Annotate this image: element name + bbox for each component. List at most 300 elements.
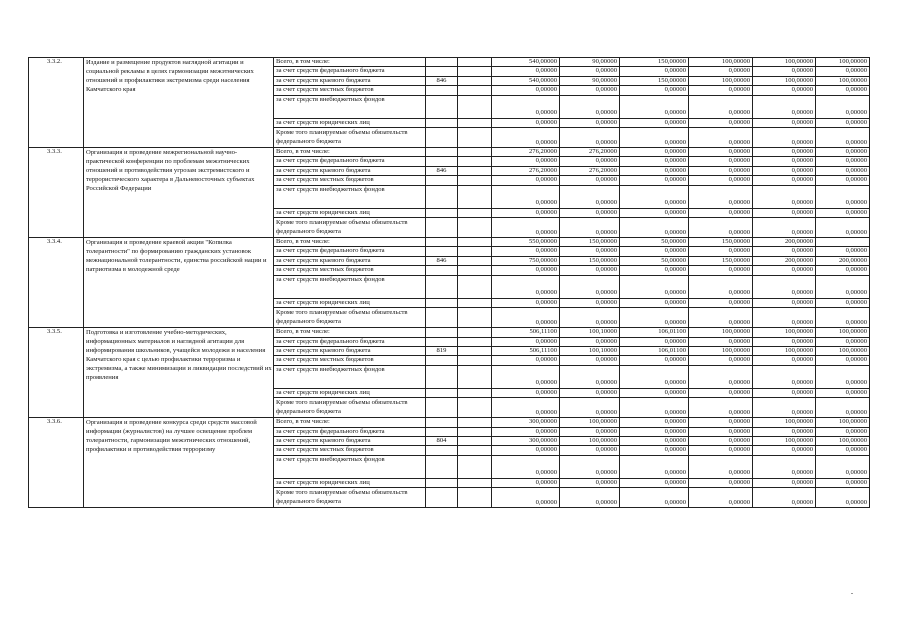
empty-cell: [458, 86, 492, 95]
amount-cell: 0,00000: [620, 418, 689, 427]
empty-cell: [458, 388, 492, 397]
amount-cell: 0,00000: [620, 455, 689, 478]
amount-cell: 0,00000: [816, 488, 870, 508]
amount-cell: 100,00000: [689, 346, 753, 355]
budget-code: [426, 128, 458, 148]
amount-cell: 0,00000: [560, 266, 620, 275]
amount-cell: 0,00000: [753, 208, 816, 217]
funding-source: Всего, в том числе:: [274, 238, 426, 247]
amount-cell: 0,00000: [492, 337, 560, 346]
funding-source: Всего, в том числе:: [274, 58, 426, 67]
budget-code: [426, 455, 458, 478]
funding-source: Всего, в том числе:: [274, 418, 426, 427]
amount-cell: 0,00000: [689, 118, 753, 127]
amount-cell: 0,00000: [689, 427, 753, 436]
amount-cell: 0,00000: [620, 478, 689, 487]
amount-cell: 0,00000: [620, 185, 689, 208]
funding-source: за счет средств юридических лиц: [274, 298, 426, 307]
empty-cell: [458, 166, 492, 175]
amount-cell: 0,00000: [753, 166, 816, 175]
amount-cell: 0,00000: [560, 488, 620, 508]
amount-cell: 276,20000: [492, 166, 560, 175]
item-number: 3.3.2.: [29, 58, 84, 148]
amount-cell: 0,00000: [620, 218, 689, 238]
item-number: 3.3.3.: [29, 148, 84, 238]
funding-source: за счет средств федерального бюджета: [274, 157, 426, 166]
amount-cell: 0,00000: [689, 365, 753, 388]
budget-code: [426, 418, 458, 427]
budget-code: [426, 337, 458, 346]
amount-cell: 0,00000: [753, 308, 816, 328]
empty-cell: [458, 157, 492, 166]
amount-cell: 106,01100: [620, 328, 689, 337]
amount-cell: 0,00000: [492, 208, 560, 217]
amount-cell: 0,00000: [816, 446, 870, 455]
amount-cell: 0,00000: [620, 488, 689, 508]
amount-cell: 750,00000: [492, 256, 560, 265]
amount-cell: 0,00000: [492, 388, 560, 397]
item-number: 3.3.5.: [29, 328, 84, 418]
amount-cell: 0,00000: [689, 388, 753, 397]
amount-cell: 0,00000: [753, 218, 816, 238]
amount-cell: 0,00000: [620, 356, 689, 365]
amount-cell: 0,00000: [753, 365, 816, 388]
amount-cell: 0,00000: [689, 398, 753, 418]
amount-cell: 0,00000: [753, 275, 816, 298]
amount-cell: 0,00000: [753, 337, 816, 346]
funding-source: за счет средств юридических лиц: [274, 208, 426, 217]
amount-cell: 0,00000: [620, 337, 689, 346]
amount-cell: 100,00000: [816, 328, 870, 337]
amount-cell: 0,00000: [492, 427, 560, 436]
funding-source: за счет средств внебюджетных фондов: [274, 455, 426, 478]
amount-cell: 0,00000: [816, 455, 870, 478]
empty-cell: [458, 218, 492, 238]
amount-cell: 50,00000: [620, 238, 689, 247]
amount-cell: 0,00000: [816, 67, 870, 76]
funding-source: за счет средств местных бюджетов: [274, 176, 426, 185]
item-name: Издание и размещение продуктов наглядной агитации и социальной рекламы в целях гармонизации межэтнических отношений и профилактики экстремизма среди населения Камчатского края: [84, 58, 274, 148]
amount-cell: 0,00000: [560, 208, 620, 217]
scan-speck: [851, 593, 853, 594]
amount-cell: 0,00000: [492, 488, 560, 508]
empty-cell: [458, 58, 492, 67]
budget-code: [426, 446, 458, 455]
empty-cell: [458, 275, 492, 298]
section-total-row: [29, 418, 870, 427]
amount-cell: 200,00000: [753, 238, 816, 247]
budget-code: [426, 208, 458, 217]
amount-cell: 0,00000: [560, 157, 620, 166]
funding-source: за счет средств юридических лиц: [274, 118, 426, 127]
amount-cell: 0,00000: [753, 488, 816, 508]
amount-cell: 100,00000: [753, 346, 816, 355]
amount-cell: 0,00000: [620, 118, 689, 127]
amount-cell: 0,00000: [816, 185, 870, 208]
amount-cell: 0,00000: [753, 388, 816, 397]
budget-code: [426, 328, 458, 337]
amount-cell: 0,00000: [816, 95, 870, 118]
amount-cell: 0,00000: [816, 148, 870, 157]
amount-cell: 0,00000: [492, 266, 560, 275]
amount-cell: 0,00000: [753, 455, 816, 478]
amount-cell: 100,00000: [689, 328, 753, 337]
budget-code: [426, 266, 458, 275]
empty-cell: [458, 328, 492, 337]
amount-cell: 0,00000: [753, 247, 816, 256]
amount-cell: 550,00000: [492, 238, 560, 247]
budget-code: [426, 157, 458, 166]
budget-code: [426, 356, 458, 365]
empty-cell: [458, 418, 492, 427]
amount-cell: 506,11100: [492, 328, 560, 337]
amount-cell: 0,00000: [689, 478, 753, 487]
amount-cell: 0,00000: [689, 337, 753, 346]
funding-source: Кроме того планируемые объемы обязательств федерального бюджета: [274, 218, 426, 238]
amount-cell: 0,00000: [689, 488, 753, 508]
amount-cell: 0,00000: [816, 275, 870, 298]
amount-cell: 0,00000: [492, 298, 560, 307]
amount-cell: 100,00000: [816, 346, 870, 355]
funding-source: Всего, в том числе:: [274, 148, 426, 157]
amount-cell: 300,00000: [492, 418, 560, 427]
amount-cell: 0,00000: [816, 388, 870, 397]
amount-cell: 0,00000: [620, 398, 689, 418]
amount-cell: 0,00000: [560, 275, 620, 298]
amount-cell: 100,00000: [753, 328, 816, 337]
amount-cell: 0,00000: [560, 478, 620, 487]
empty-cell: [458, 488, 492, 508]
empty-cell: [458, 337, 492, 346]
budget-code: [426, 427, 458, 436]
section-total-row: [29, 238, 870, 247]
funding-source: за счет средств внебюджетных фондов: [274, 185, 426, 208]
funding-source: за счет средств федерального бюджета: [274, 247, 426, 256]
amount-cell: 0,00000: [689, 208, 753, 217]
amount-cell: 100,00000: [560, 436, 620, 445]
amount-cell: 0,00000: [689, 128, 753, 148]
empty-cell: [458, 427, 492, 436]
amount-cell: 50,00000: [620, 256, 689, 265]
amount-cell: 150,00000: [560, 256, 620, 265]
amount-cell: 150,00000: [689, 238, 753, 247]
amount-cell: 0,00000: [753, 148, 816, 157]
funding-source: за счет средств местных бюджетов: [274, 86, 426, 95]
amount-cell: 0,00000: [816, 208, 870, 217]
funding-source: за счет средств федерального бюджета: [274, 67, 426, 76]
funding-source: Кроме того планируемые объемы обязательств федерального бюджета: [274, 398, 426, 418]
amount-cell: 0,00000: [816, 218, 870, 238]
amount-cell: 0,00000: [492, 247, 560, 256]
amount-cell: 100,00000: [753, 436, 816, 445]
amount-cell: 0,00000: [816, 356, 870, 365]
funding-source: Кроме того планируемые объемы обязательств федерального бюджета: [274, 128, 426, 148]
amount-cell: 0,00000: [689, 298, 753, 307]
amount-cell: 0,00000: [620, 128, 689, 148]
amount-cell: 0,00000: [492, 185, 560, 208]
amount-cell: 0,00000: [689, 148, 753, 157]
funding-source: Кроме того планируемые объемы обязательств федерального бюджета: [274, 488, 426, 508]
amount-cell: 0,00000: [753, 398, 816, 418]
budget-code: [426, 308, 458, 328]
funding-source: за счет средств краевого бюджета: [274, 166, 426, 175]
amount-cell: 0,00000: [560, 176, 620, 185]
amount-cell: 0,00000: [689, 446, 753, 455]
empty-cell: [458, 436, 492, 445]
empty-cell: [458, 148, 492, 157]
amount-cell: 0,00000: [492, 398, 560, 418]
amount-cell: 0,00000: [620, 365, 689, 388]
amount-cell: 0,00000: [689, 95, 753, 118]
amount-cell: 150,00000: [560, 238, 620, 247]
empty-cell: [458, 208, 492, 217]
empty-cell: [458, 446, 492, 455]
budget-code: [426, 218, 458, 238]
funding-source: за счет средств внебюджетных фондов: [274, 95, 426, 118]
amount-cell: 0,00000: [816, 398, 870, 418]
amount-cell: 0,00000: [689, 436, 753, 445]
funding-source: Кроме того планируемые объемы обязательств федерального бюджета: [274, 308, 426, 328]
amount-cell: 0,00000: [620, 166, 689, 175]
budget-code: 846: [426, 256, 458, 265]
funding-source: за счет средств федерального бюджета: [274, 427, 426, 436]
funding-source: за счет средств федерального бюджета: [274, 337, 426, 346]
budget-code: [426, 478, 458, 487]
amount-cell: 0,00000: [753, 478, 816, 487]
amount-cell: 0,00000: [753, 128, 816, 148]
amount-cell: 0,00000: [689, 308, 753, 328]
amount-cell: 0,00000: [492, 128, 560, 148]
funding-source: за счет средств местных бюджетов: [274, 266, 426, 275]
amount-cell: 0,00000: [689, 67, 753, 76]
empty-cell: [458, 256, 492, 265]
amount-cell: 0,00000: [492, 157, 560, 166]
amount-cell: 0,00000: [620, 67, 689, 76]
amount-cell: 0,00000: [620, 176, 689, 185]
amount-cell: 0,00000: [753, 157, 816, 166]
amount-cell: 0,00000: [620, 298, 689, 307]
budget-code: [426, 185, 458, 208]
empty-cell: [458, 478, 492, 487]
amount-cell: 0,00000: [560, 298, 620, 307]
amount-cell: 0,00000: [492, 118, 560, 127]
amount-cell: 0,00000: [753, 185, 816, 208]
amount-cell: 0,00000: [560, 365, 620, 388]
amount-cell: 0,00000: [620, 208, 689, 217]
amount-cell: 0,00000: [492, 218, 560, 238]
amount-cell: 0,00000: [492, 86, 560, 95]
amount-cell: 0,00000: [689, 247, 753, 256]
amount-cell: 0,00000: [492, 67, 560, 76]
budget-code: [426, 238, 458, 247]
amount-cell: 90,00000: [560, 58, 620, 67]
empty-cell: [458, 346, 492, 355]
amount-cell: 106,01100: [620, 346, 689, 355]
budget-code: [426, 176, 458, 185]
amount-cell: 100,00000: [816, 436, 870, 445]
budget-code: [426, 298, 458, 307]
amount-cell: 0,00000: [816, 427, 870, 436]
amount-cell: 0,00000: [492, 356, 560, 365]
amount-cell: 0,00000: [753, 266, 816, 275]
amount-cell: 0,00000: [816, 365, 870, 388]
amount-cell: 0,00000: [753, 176, 816, 185]
budget-code: [426, 67, 458, 76]
amount-cell: 0,00000: [816, 266, 870, 275]
section-total-row: [29, 328, 870, 337]
empty-cell: [458, 365, 492, 388]
amount-cell: 0,00000: [816, 176, 870, 185]
amount-cell: 0,00000: [753, 118, 816, 127]
budget-table: [28, 57, 870, 508]
empty-cell: [458, 247, 492, 256]
amount-cell: 540,00000: [492, 76, 560, 85]
budget-code: [426, 365, 458, 388]
amount-cell: 0,00000: [689, 275, 753, 298]
amount-cell: 100,00000: [560, 418, 620, 427]
budget-code: [426, 95, 458, 118]
item-name: Организация и проведение краевой акции "Копилка толерантности" по формированию гражданских установок межнациональной толерантности, единства российской нации и патриотизма в молодежной среде: [84, 238, 274, 328]
amount-cell: 0,00000: [560, 95, 620, 118]
amount-cell: 0,00000: [816, 128, 870, 148]
budget-code: 846: [426, 76, 458, 85]
amount-cell: 0,00000: [620, 436, 689, 445]
empty-cell: [458, 128, 492, 148]
amount-cell: 90,00000: [560, 76, 620, 85]
amount-cell: 0,00000: [560, 337, 620, 346]
amount-cell: 276,20000: [560, 148, 620, 157]
funding-source: за счет средств краевого бюджета: [274, 346, 426, 355]
funding-source: за счет средств краевого бюджета: [274, 256, 426, 265]
amount-cell: 0,00000: [620, 95, 689, 118]
amount-cell: 0,00000: [816, 298, 870, 307]
amount-cell: 0,00000: [689, 266, 753, 275]
funding-source: Всего, в том числе:: [274, 328, 426, 337]
empty-cell: [458, 455, 492, 478]
amount-cell: 0,00000: [620, 427, 689, 436]
amount-cell: 0,00000: [620, 148, 689, 157]
funding-source: за счет средств местных бюджетов: [274, 356, 426, 365]
amount-cell: 0,00000: [492, 308, 560, 328]
empty-cell: [458, 238, 492, 247]
amount-cell: 0,00000: [753, 67, 816, 76]
empty-cell: [458, 298, 492, 307]
amount-cell: 200,00000: [753, 256, 816, 265]
amount-cell: 0,00000: [492, 446, 560, 455]
empty-cell: [458, 76, 492, 85]
section-total-row: [29, 148, 870, 157]
item-name: Организация и проведение конкурса среди средств массовой информации (журналистов) на лучшее освещение проблем толерантности, гармонизации межэтнических отношений, профилактики и противодействия терроризму: [84, 418, 274, 508]
amount-cell: 0,00000: [689, 218, 753, 238]
amount-cell: 0,00000: [560, 455, 620, 478]
table-body: [29, 58, 870, 508]
section-total-row: [29, 58, 870, 67]
item-name: Подготовка и изготовление учебно-методических, информационных материалов и наглядной агитации для информирования школьников, учащейся молодежи и населения Камчатского края с целью профилактики терроризма и экстремизма, а также минимизации и ликвидации последствий их проявления: [84, 328, 274, 418]
amount-cell: 0,00000: [816, 157, 870, 166]
funding-source: за счет средств внебюджетных фондов: [274, 365, 426, 388]
amount-cell: 0,00000: [816, 308, 870, 328]
item-number: 3.3.4.: [29, 238, 84, 328]
empty-cell: [458, 398, 492, 418]
amount-cell: 0,00000: [492, 275, 560, 298]
budget-code: [426, 58, 458, 67]
amount-cell: 0,00000: [560, 308, 620, 328]
amount-cell: 0,00000: [560, 86, 620, 95]
amount-cell: 0,00000: [753, 446, 816, 455]
budget-code: [426, 398, 458, 418]
funding-source: за счет средств краевого бюджета: [274, 76, 426, 85]
amount-cell: 0,00000: [560, 388, 620, 397]
funding-source: за счет средств краевого бюджета: [274, 436, 426, 445]
amount-cell: 0,00000: [492, 478, 560, 487]
empty-cell: [458, 356, 492, 365]
amount-cell: 100,00000: [753, 58, 816, 67]
amount-cell: 0,00000: [620, 388, 689, 397]
empty-cell: [458, 308, 492, 328]
amount-cell: 100,00000: [816, 76, 870, 85]
amount-cell: 0,00000: [492, 365, 560, 388]
amount-cell: 0,00000: [689, 356, 753, 365]
budget-code: [426, 118, 458, 127]
amount-cell: 100,10000: [560, 346, 620, 355]
amount-cell: 0,00000: [689, 455, 753, 478]
amount-cell: 0,00000: [816, 247, 870, 256]
amount-cell: 100,00000: [689, 58, 753, 67]
amount-cell: 150,00000: [620, 76, 689, 85]
amount-cell: 0,00000: [560, 185, 620, 208]
budget-code: [426, 388, 458, 397]
amount-cell: 0,00000: [560, 356, 620, 365]
amount-cell: 100,00000: [753, 76, 816, 85]
empty-cell: [458, 185, 492, 208]
budget-code: [426, 488, 458, 508]
amount-cell: 0,00000: [753, 86, 816, 95]
amount-cell: 0,00000: [560, 128, 620, 148]
empty-cell: [458, 176, 492, 185]
amount-cell: 0,00000: [620, 275, 689, 298]
amount-cell: 0,00000: [492, 95, 560, 118]
budget-code: 804: [426, 436, 458, 445]
amount-cell: 0,00000: [753, 427, 816, 436]
empty-cell: [458, 266, 492, 275]
amount-cell: 0,00000: [620, 247, 689, 256]
funding-source: за счет средств юридических лиц: [274, 478, 426, 487]
budget-code: [426, 275, 458, 298]
amount-cell: 0,00000: [492, 176, 560, 185]
amount-cell: 0,00000: [689, 418, 753, 427]
empty-cell: [458, 95, 492, 118]
amount-cell: 0,00000: [816, 86, 870, 95]
budget-code: 819: [426, 346, 458, 355]
amount-cell: 0,00000: [560, 446, 620, 455]
amount-cell: 0,00000: [753, 95, 816, 118]
item-number: 3.3.6.: [29, 418, 84, 508]
amount-cell: 200,00000: [816, 256, 870, 265]
amount-cell: 0,00000: [689, 176, 753, 185]
amount-cell: 300,00000: [492, 436, 560, 445]
empty-cell: [458, 118, 492, 127]
amount-cell: 0,00000: [689, 157, 753, 166]
amount-cell: 0,00000: [560, 118, 620, 127]
funding-source: за счет средств юридических лиц: [274, 388, 426, 397]
amount-cell: 0,00000: [560, 427, 620, 436]
budget-code: [426, 148, 458, 157]
amount-cell: 0,00000: [620, 446, 689, 455]
budget-code: [426, 247, 458, 256]
funding-source: за счет средств местных бюджетов: [274, 446, 426, 455]
amount-cell: 100,00000: [689, 76, 753, 85]
amount-cell: 506,11100: [492, 346, 560, 355]
